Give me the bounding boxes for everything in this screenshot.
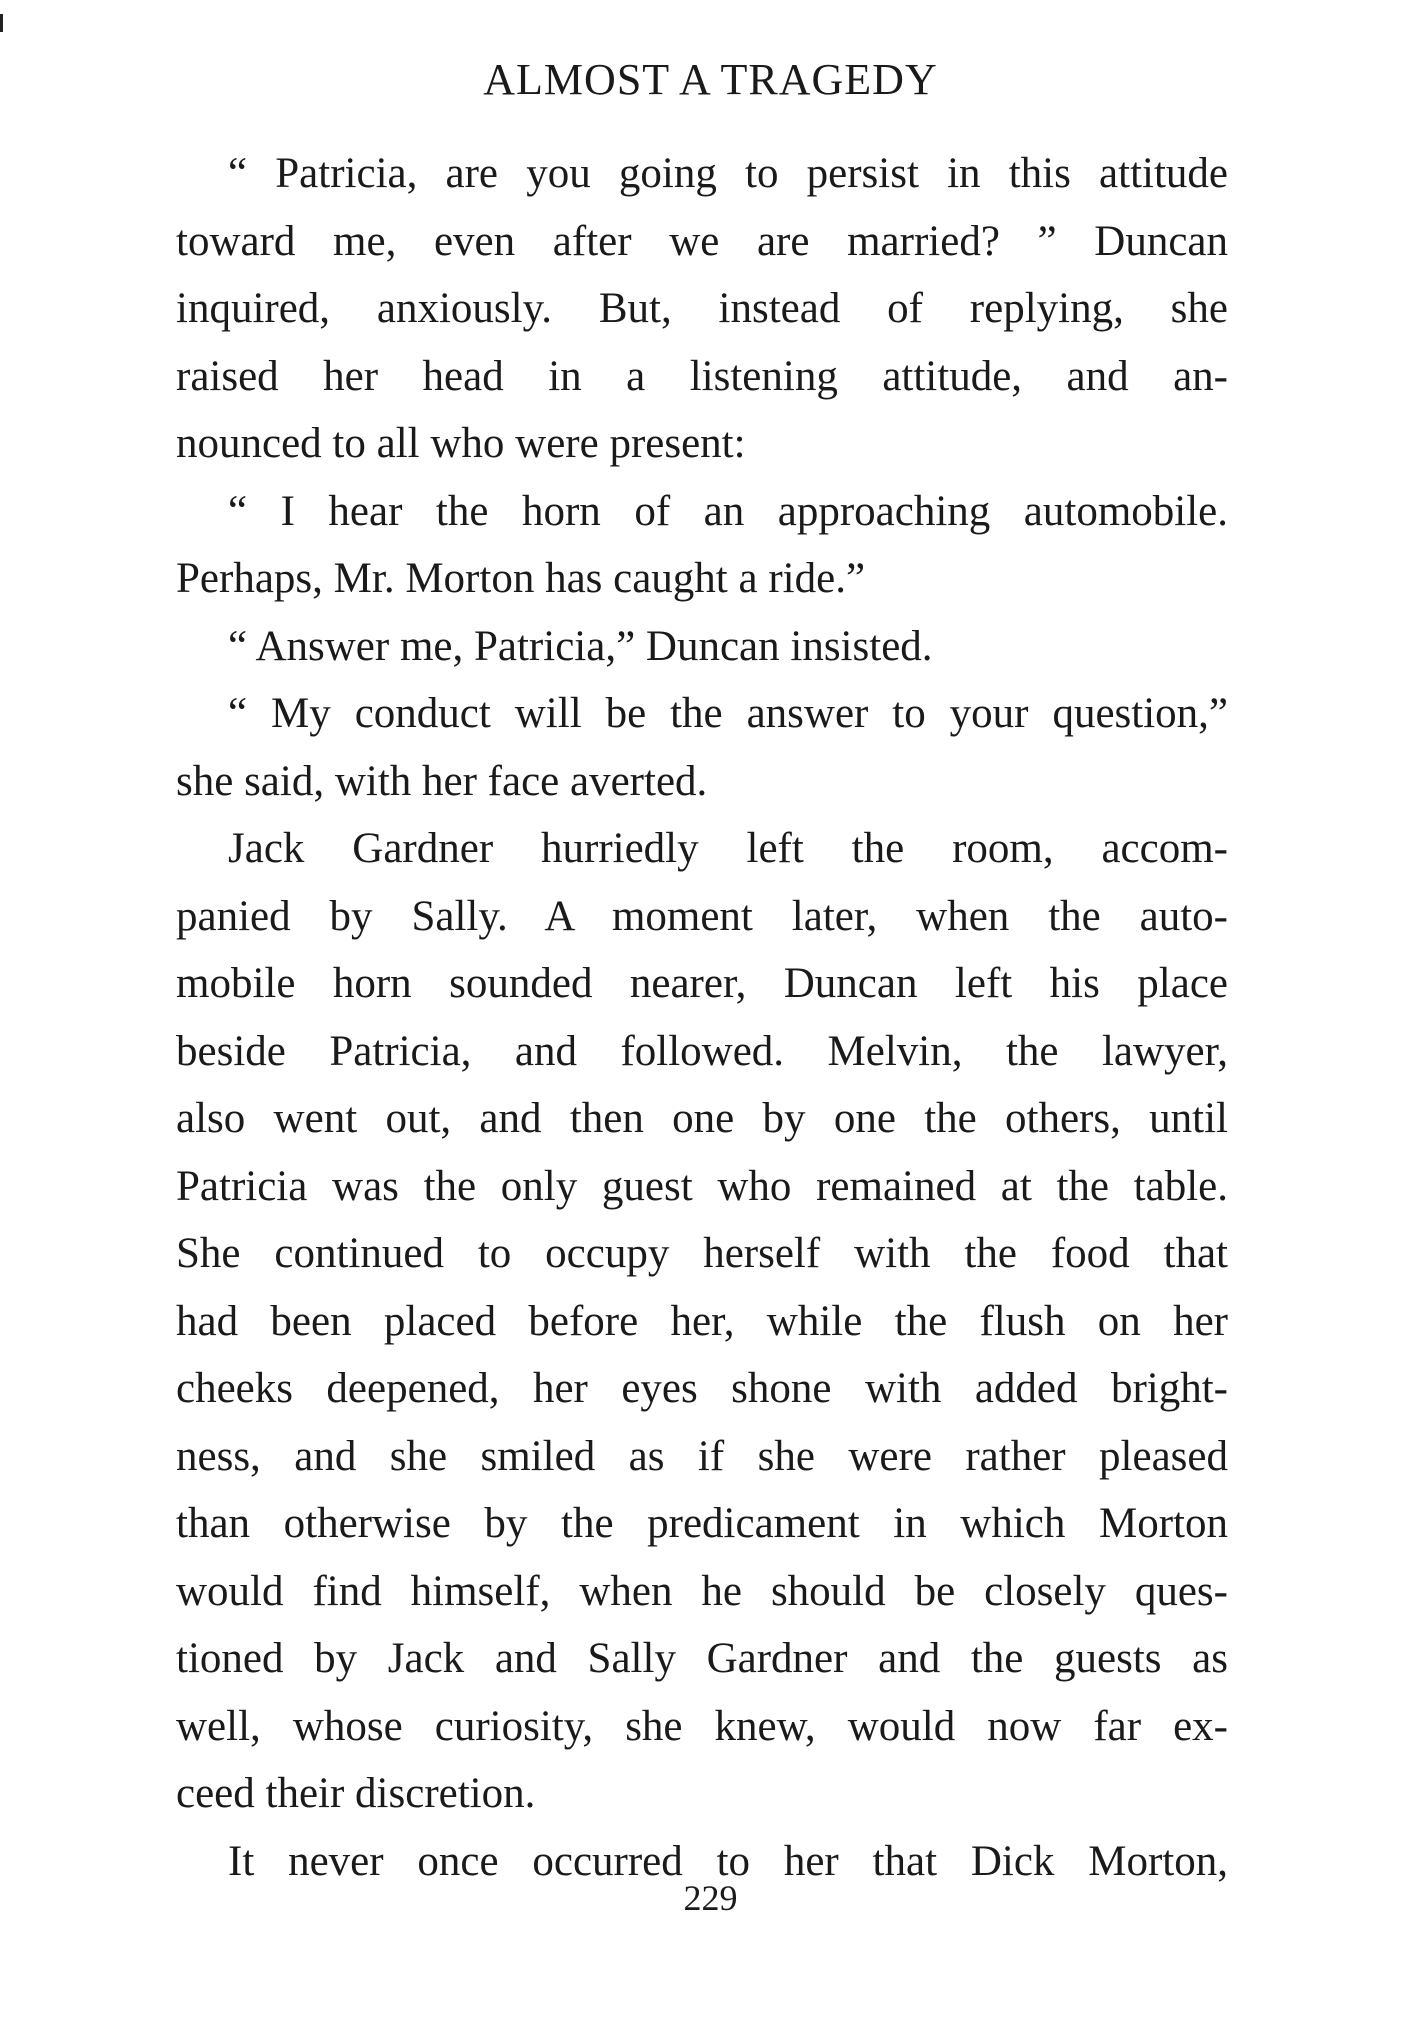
text-line: “ My conduct will be the answer to your question,” xyxy=(228,690,1228,737)
text-line: well, whose curiosity, she knew, would now far ex- xyxy=(176,1702,1228,1750)
scan-edge-mark xyxy=(0,14,3,32)
text-line: “ Answer me, Patricia,” Duncan insisted. xyxy=(228,622,933,670)
text-line: she said, with her face averted. xyxy=(176,757,708,805)
text-line: than otherwise by the predicament in which Morton xyxy=(176,1500,1228,1547)
text-line: mobile horn sounded nearer, Duncan left his place xyxy=(176,960,1228,1007)
text-line: Jack Gardner hurriedly left the room, accom- xyxy=(228,825,1228,872)
text-line: nounced to all who were present: xyxy=(176,420,746,467)
text-line: panied by Sally. A moment later, when the auto- xyxy=(176,892,1228,940)
running-head: ALMOST A TRAGEDY xyxy=(483,55,938,104)
text-line: tioned by Jack and Sally Gardner and the guests as xyxy=(176,1635,1228,1682)
text-line: toward me, even after we are married? ” Duncan xyxy=(176,217,1228,265)
text-line: cheeks deepened, her eyes shone with added bright- xyxy=(176,1365,1228,1412)
text-line: raised her head in a listening attitude, and an- xyxy=(176,352,1228,400)
text-line: ceed their discretion. xyxy=(176,1770,536,1817)
text-line: would find himself, when he should be closely ques- xyxy=(176,1567,1228,1615)
text-line: ness, and she smiled as if she were rather pleased xyxy=(176,1432,1228,1480)
text-line: beside Patricia, and followed. Melvin, the lawyer, xyxy=(176,1027,1228,1075)
text-line: Perhaps, Mr. Morton has caught a ride.” xyxy=(176,555,866,602)
text-line: “ Patricia, are you going to persist in this attitude xyxy=(228,150,1228,197)
text-line: “ I hear the horn of an approaching automobile. xyxy=(228,487,1228,535)
page-number: 229 xyxy=(683,1878,738,1918)
body-text xyxy=(176,140,1228,1895)
text-line: Patricia was the only guest who remained at the table. xyxy=(176,1162,1228,1210)
text-line: also went out, and then one by one the others, until xyxy=(176,1095,1228,1142)
text-line: had been placed before her, while the flush on her xyxy=(176,1297,1228,1345)
text-line: inquired, anxiously. But, instead of replying, she xyxy=(176,285,1228,332)
text-line: She continued to occupy herself with the food that xyxy=(176,1230,1228,1277)
text-line: It never once occurred to her that Dick Morton, xyxy=(228,1837,1228,1885)
